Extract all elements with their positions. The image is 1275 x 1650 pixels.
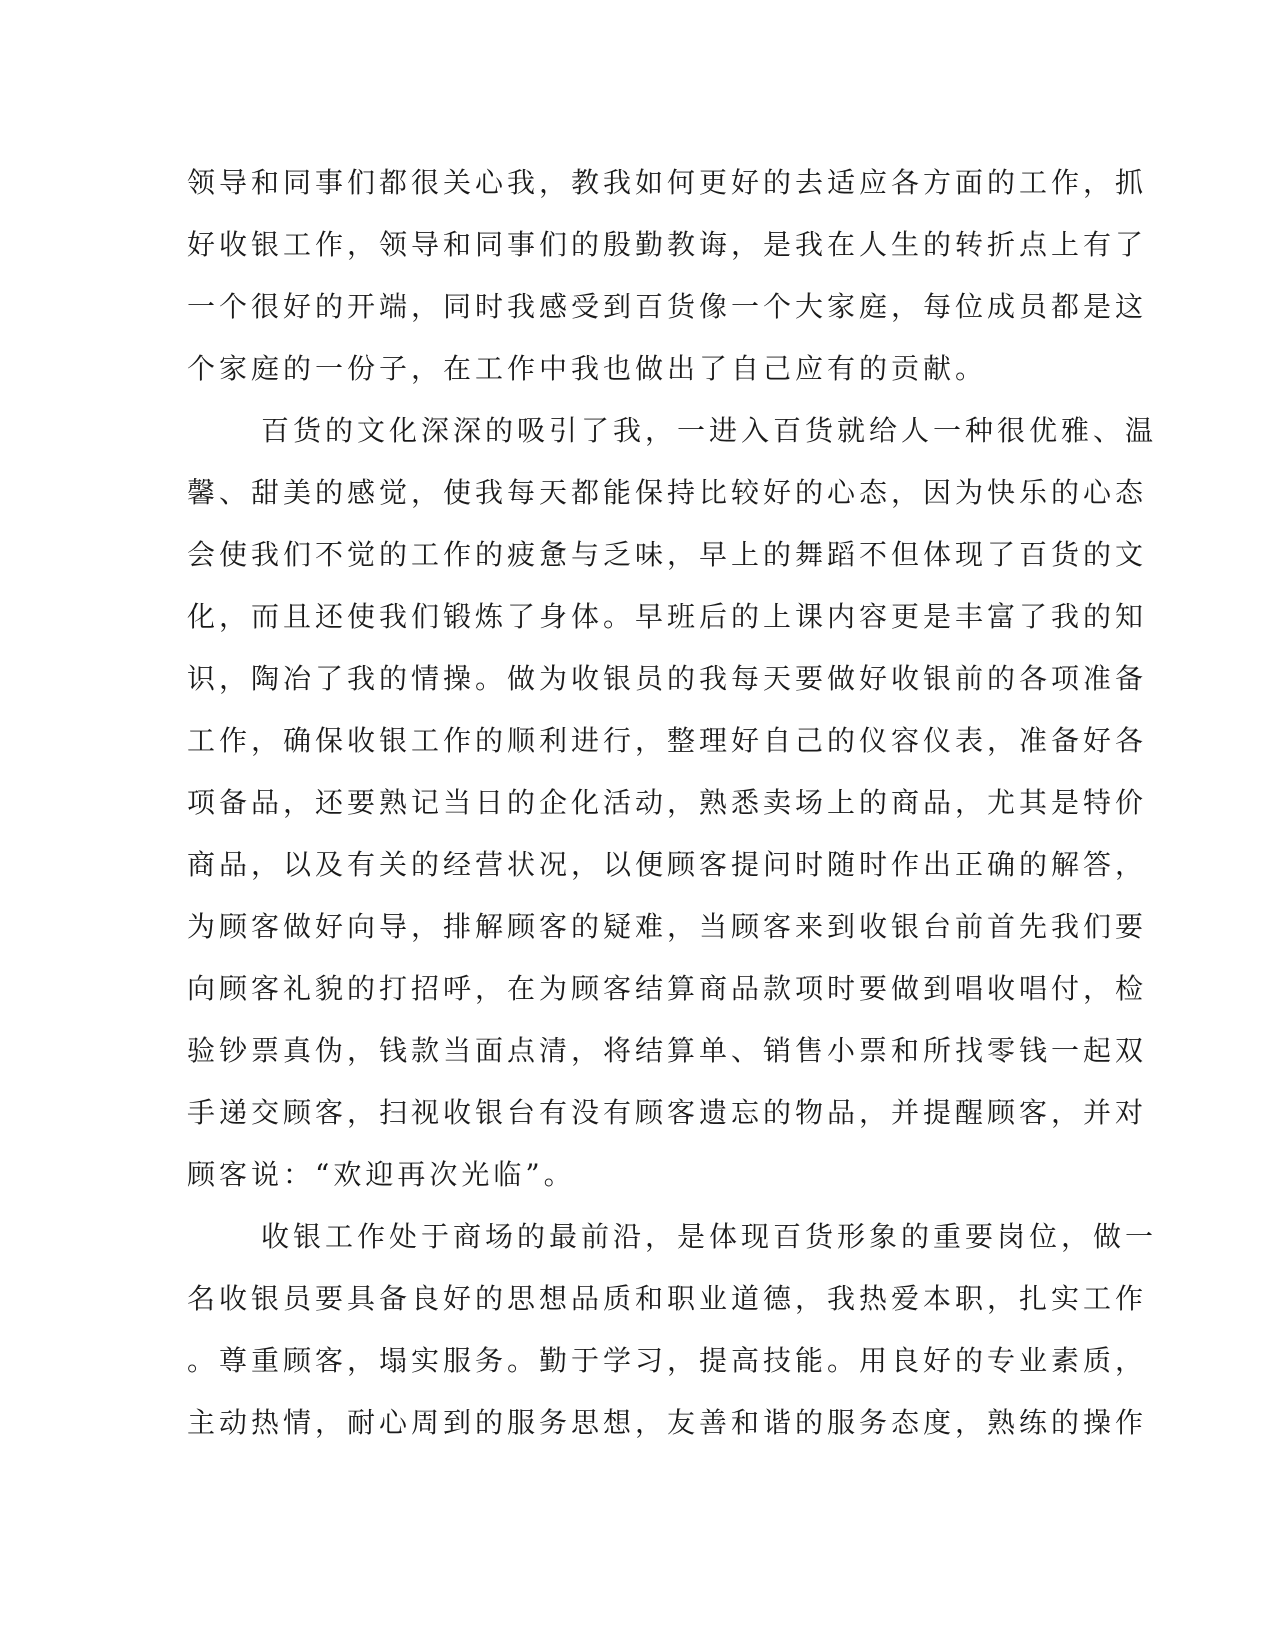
text-line: 一个很好的开端，同时我感受到百货像一个大家庭，每位成员都是这 [187, 290, 1148, 323]
text-line: 手递交顾客，扫视收银台有没有顾客遗忘的物品，并提醒顾客，并对 [187, 1096, 1148, 1129]
text-line: 验钞票真伪，钱款当面点清，将结算单、销售小票和所找零钱一起双 [187, 1034, 1148, 1067]
paragraph-3 [187, 1206, 1158, 1454]
text-line: 商品，以及有关的经营状况，以便顾客提问时随时作出正确的解答， [187, 848, 1148, 881]
text-line: 主动热情，耐心周到的服务思想，友善和谐的服务态度，熟练的操作 [187, 1406, 1148, 1439]
text-line: 好收银工作，领导和同事们的殷勤教诲，是我在人生的转折点上有了 [187, 228, 1148, 261]
document-body [187, 152, 1158, 1454]
text-line: 收银工作处于商场的最前沿，是体现百货形象的重要岗位，做一 [261, 1220, 1158, 1253]
text-line: 向顾客礼貌的打招呼，在为顾客结算商品款项时要做到唱收唱付，检 [187, 972, 1148, 1005]
text-line: 馨、甜美的感觉，使我每天都能保持比较好的心态，因为快乐的心态 [187, 476, 1148, 509]
text-line: 名收银员要具备良好的思想品质和职业道德，我热爱本职，扎实工作 [187, 1282, 1148, 1315]
text-line: 项备品，还要熟记当日的企化活动，熟悉卖场上的商品，尤其是特价 [187, 786, 1148, 819]
text-line: 会使我们不觉的工作的疲惫与乏味，早上的舞蹈不但体现了百货的文 [187, 538, 1148, 571]
text-line: 百货的文化深深的吸引了我，一进入百货就给人一种很优雅、温 [261, 414, 1158, 447]
text-line: 工作，确保收银工作的顺利进行，整理好自己的仪容仪表，准备好各 [187, 724, 1148, 757]
text-line: 为顾客做好向导，排解顾客的疑难，当顾客来到收银台前首先我们要 [187, 910, 1148, 943]
text-line: 个家庭的一份子，在工作中我也做出了自己应有的贡献。 [187, 352, 988, 385]
text-line: 识，陶冶了我的情操。做为收银员的我每天要做好收银前的各项准备 [187, 662, 1148, 695]
text-line: 。尊重顾客，塌实服务。勤于学习，提高技能。用良好的专业素质， [187, 1344, 1148, 1377]
text-line: 领导和同事们都很关心我，教我如何更好的去适应各方面的工作，抓 [187, 166, 1148, 199]
text-line: 化，而且还使我们锻炼了身体。早班后的上课内容更是丰富了我的知 [187, 600, 1148, 633]
text-line: 顾客说：“欢迎再次光临”。 [187, 1158, 576, 1191]
paragraph-2 [187, 400, 1158, 1206]
paragraph-1 [187, 152, 1148, 400]
